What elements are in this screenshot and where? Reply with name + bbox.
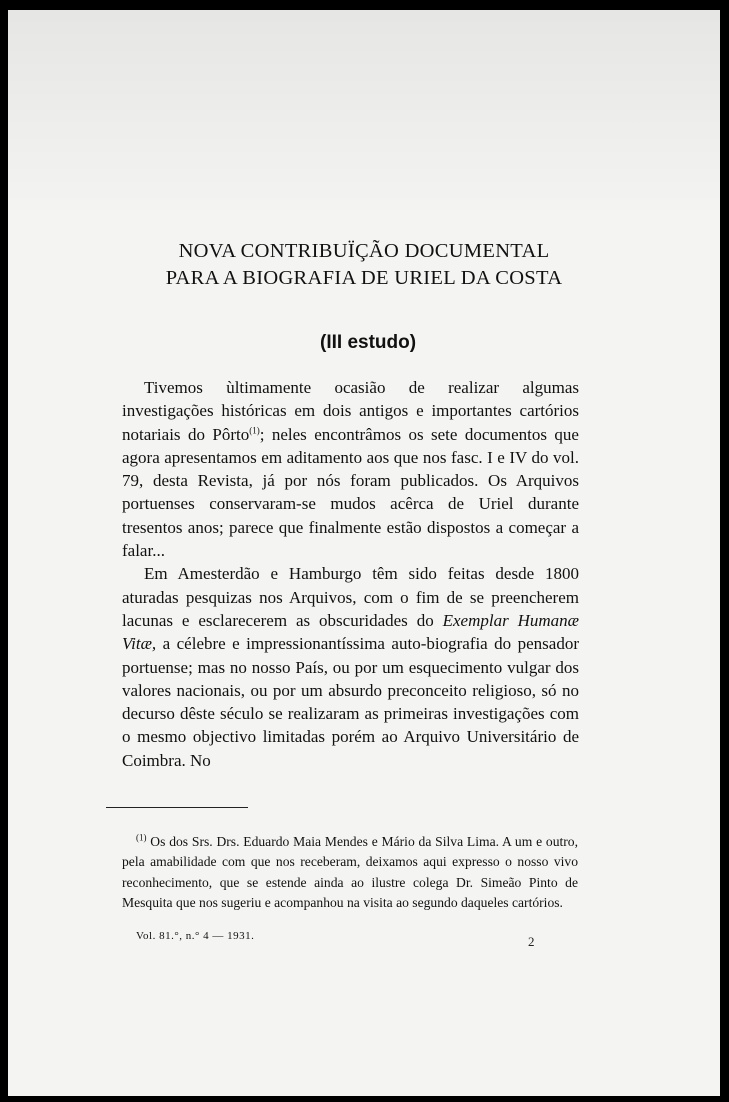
signature-mark: 2 [528,934,535,949]
subtitle-text: (III estudo) [320,332,417,353]
footnote-ref-1: (1) [249,424,260,435]
paragraph-1 [122,376,579,562]
paragraph-2-text-b: a célebre e impressionantíssima auto-biografia do pensador portuense; mas no nosso País, ou por um esquecimento vulgar dos valores nacionais, ou por um absurdo preconceito religioso, só no decurso dêste século se realizaram as primeiras investigações com o mesmo objectivo limitadas porém ao Arquivo Universitário de Coimbra. No [122,634,579,770]
signature-line: Vol. 81.°, n.° 4 — 1931. [136,930,255,942]
footnote [122,832,578,914]
footnote-text: Os dos Srs. Drs. Eduardo Maia Mendes e Mário da Silva Lima. A um e outro, pela amabilidade com que nos receberam, deixamos aqui expresso o nosso vivo reconhecimento, que se estende ainda ao ilustre colega Dr. Simeão Pinto de Mesquita que nos sugeriu e acompanhou na visita ao segundo daqueles cartórios. [122,834,578,911]
article-title [8,238,720,292]
footnote-rule [106,807,248,808]
article-subtitle [8,332,708,354]
article-body [122,376,579,772]
paragraph-2 [122,562,579,772]
book-title: Exemplar Humanæ Vitæ, [122,610,580,654]
paragraph-1-text-a: Tivemos ùltimamente ocasião de realizar algumas investigações históricas em dois antigos e importantes cartórios notariais do Pôrto [122,378,579,444]
paragraph-1-text-b: ; neles encontrâmos os sete documentos que agora apresentamos em aditamento aos que nos fasc. I e IV do vol. 79, desta Revista, já por nós foram publicados. Os Arquivos portuenses conservaram-se mudos acêrca de Uriel durante tresentos anos; parece que finalmente estão dispostos a começar a falar... [122,424,579,561]
title-line-2: PARA A BIOGRAFIA DE URIEL DA COSTA [165,267,563,289]
show-through-shadow [8,10,720,220]
title-line-1: NOVA CONTRIBUÏÇÃO DOCUMENTAL [178,240,550,262]
footnote-marker: (1) [136,832,147,843]
paragraph-2-text-a: Em Amesterdão e Hamburgo têm sido feitas desde 1800 aturadas pesquizas nos Arquivos, com o fim de se preencherem lacunas e esclarecerem as obscuridades do [122,564,579,630]
footnote-1 [122,832,578,914]
page [8,10,720,1096]
